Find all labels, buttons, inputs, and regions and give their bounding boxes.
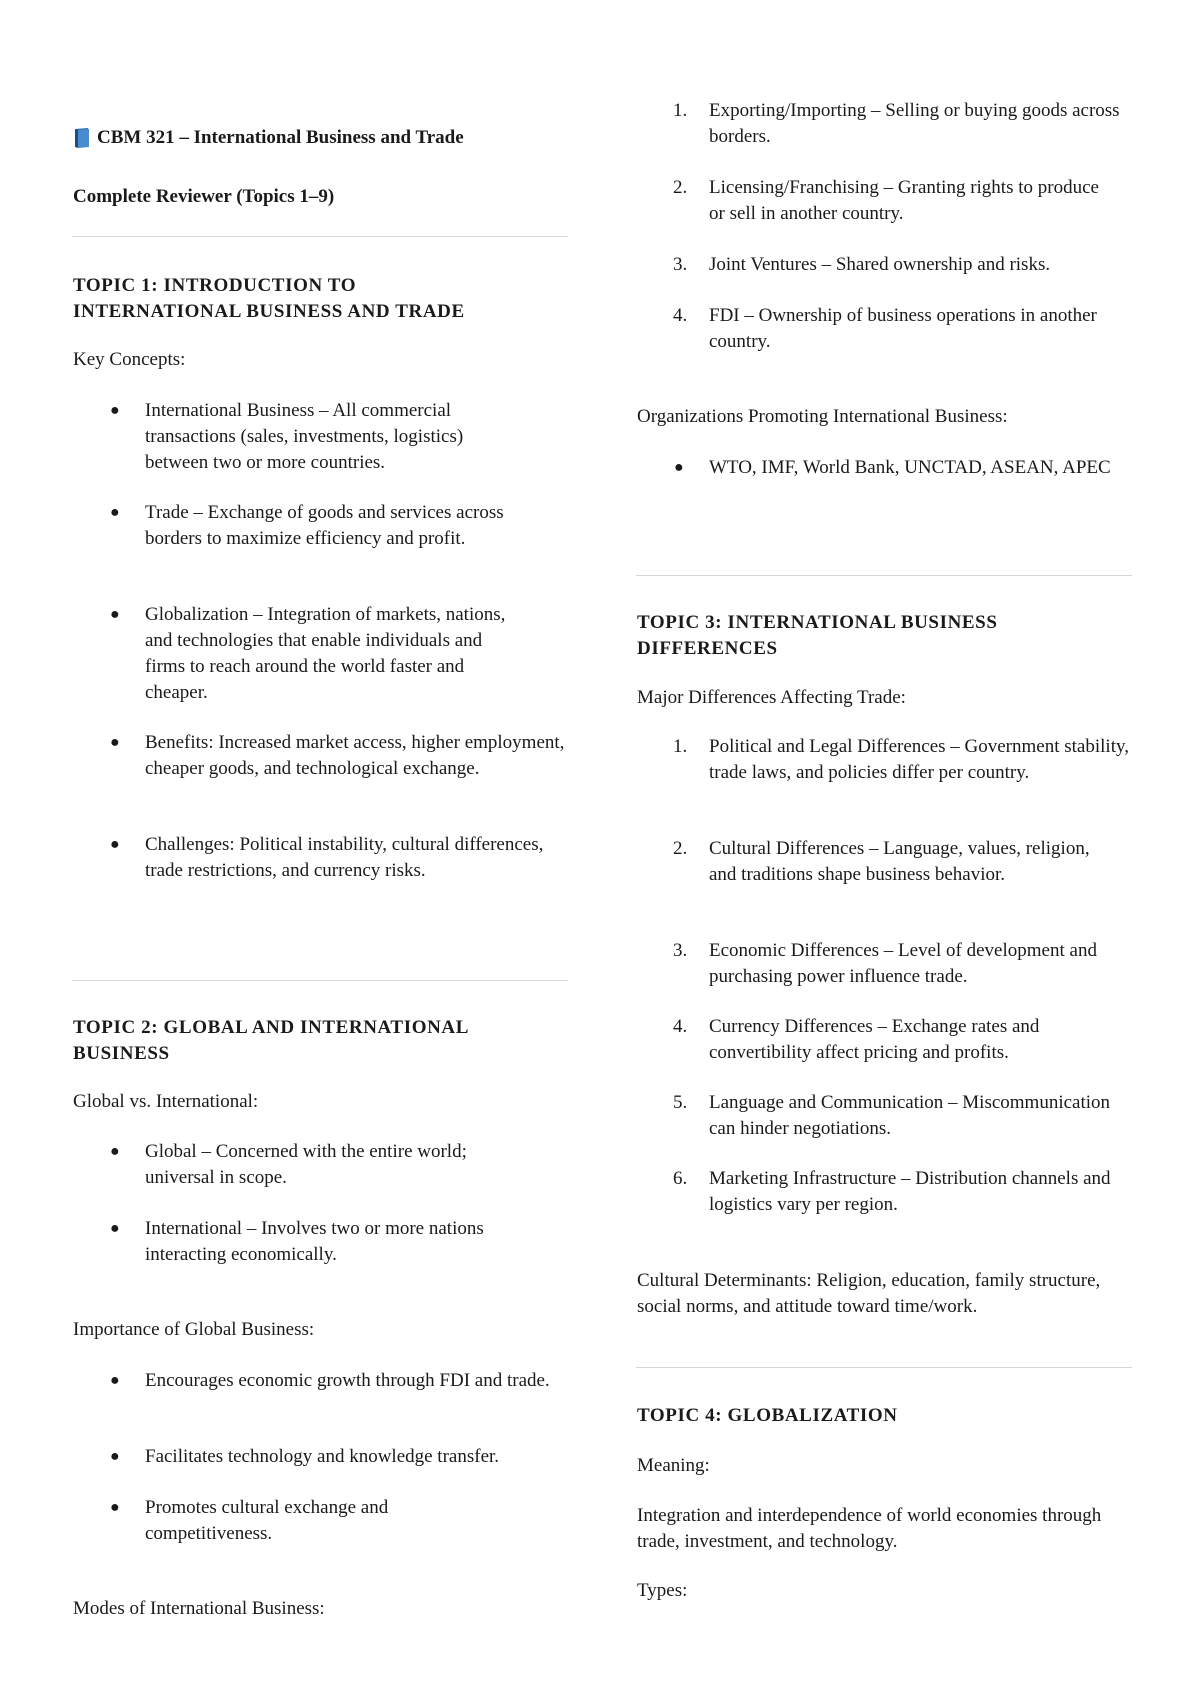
list-item-text: Global – Concerned with the entire world; universal in scope. bbox=[145, 1141, 467, 1188]
topic2-intro: Global vs. International: bbox=[73, 1091, 259, 1112]
topic2-importance-list bbox=[73, 1495, 567, 1547]
topic4-meaning-text: Integration and interdependence of world economies through trade, investment, and technology. bbox=[637, 1505, 1102, 1552]
document-title bbox=[73, 125, 464, 151]
list-item bbox=[637, 938, 1149, 990]
list-item bbox=[637, 734, 1139, 786]
list-item-text: Challenges: Political instability, cultural differences, trade restrictions, and currency risks. bbox=[145, 834, 544, 881]
list-item bbox=[637, 836, 1109, 888]
list-item-text: Economic Differences – Level of development and purchasing power influence trade. bbox=[709, 940, 1097, 987]
bullet-icon: ● bbox=[110, 1372, 120, 1389]
list-item bbox=[637, 303, 1119, 355]
list-number: 5. bbox=[673, 1092, 688, 1113]
list-item bbox=[637, 1014, 1139, 1066]
list-item-text: Joint Ventures – Shared ownership and risks. bbox=[709, 254, 1051, 275]
list-item-text: Encourages economic growth through FDI and trade. bbox=[145, 1370, 550, 1391]
list-item-text: FDI – Ownership of business operations in another country. bbox=[709, 305, 1097, 352]
modes-list bbox=[637, 303, 1131, 355]
list-item bbox=[73, 832, 545, 884]
topic2-importance-list bbox=[73, 1444, 567, 1470]
list-item-text: Licensing/Franchising – Granting rights to produce or sell in another country. bbox=[709, 177, 1099, 224]
list-number: 2. bbox=[673, 838, 688, 859]
topic1-heading bbox=[73, 273, 567, 325]
list-item-text: WTO, IMF, World Bank, UNCTAD, ASEAN, APEC bbox=[709, 457, 1111, 478]
list-number: 1. bbox=[673, 100, 688, 121]
topic1-heading-line2: INTERNATIONAL BUSINESS AND TRADE bbox=[73, 301, 465, 322]
topic1-heading-line1: TOPIC 1: INTRODUCTION TO bbox=[73, 275, 357, 296]
topic4-heading: TOPIC 4: GLOBALIZATION bbox=[637, 1405, 898, 1426]
bullet-icon: ● bbox=[110, 836, 120, 853]
list-item-text: Currency Differences – Exchange rates and convertibility affect pricing and profits. bbox=[709, 1016, 1040, 1063]
topic4-meaning-label: Meaning: bbox=[637, 1455, 710, 1476]
book-icon bbox=[73, 127, 91, 149]
topic2-heading-line2: BUSINESS bbox=[73, 1043, 170, 1064]
topic3-heading-line2: DIFFERENCES bbox=[637, 638, 778, 659]
list-item bbox=[73, 602, 515, 706]
topic3-list bbox=[637, 1090, 1131, 1142]
list-item bbox=[637, 175, 1119, 227]
topic2-list bbox=[73, 1139, 567, 1191]
document-subtitle: Complete Reviewer (Topics 1–9) bbox=[73, 186, 335, 207]
topic2-importance-intro: Importance of Global Business: bbox=[73, 1319, 315, 1340]
topic3-list bbox=[637, 1166, 1131, 1218]
topic3-determinants: Cultural Determinants: Religion, education, family structure, social norms, and attitude toward time/work. bbox=[637, 1270, 1101, 1317]
topic3-list bbox=[637, 938, 1131, 990]
list-number: 6. bbox=[673, 1168, 688, 1189]
bullet-icon: ● bbox=[110, 504, 120, 521]
topic1-list bbox=[73, 500, 567, 552]
list-number: 1. bbox=[673, 736, 688, 757]
bullet-icon: ● bbox=[110, 1220, 120, 1237]
topic1-list bbox=[73, 398, 567, 476]
topic3-list bbox=[637, 836, 1131, 888]
list-item-text: Benefits: Increased market access, higher employment, cheaper goods, and technological exchange. bbox=[145, 732, 565, 779]
list-item bbox=[73, 398, 494, 476]
modes-list bbox=[637, 252, 1131, 278]
document-title-text: CBM 321 – International Business and Trade bbox=[97, 127, 464, 148]
list-item-text: Trade – Exchange of goods and services across borders to maximize efficiency and profit. bbox=[145, 502, 504, 549]
list-item-text: Marketing Infrastructure – Distribution channels and logistics vary per region. bbox=[709, 1168, 1111, 1215]
topic1-list bbox=[73, 602, 567, 706]
topic2-heading bbox=[73, 1015, 567, 1067]
bullet-icon: ● bbox=[110, 1448, 120, 1465]
topic4-types-label: Types: bbox=[637, 1580, 688, 1601]
topic1-list bbox=[73, 832, 567, 884]
topic2-list bbox=[73, 1216, 567, 1268]
list-item bbox=[73, 1444, 595, 1470]
list-item-text: Exporting/Importing – Selling or buying goods across borders. bbox=[709, 100, 1120, 147]
list-item bbox=[637, 98, 1131, 150]
list-item bbox=[73, 1495, 495, 1547]
topic2-orgs-list bbox=[637, 455, 1131, 481]
topic3-intro: Major Differences Affecting Trade: bbox=[637, 687, 906, 708]
list-item bbox=[637, 1090, 1129, 1142]
list-item-text: Political and Legal Differences – Government stability, trade laws, and policies differ per country. bbox=[709, 736, 1129, 783]
bullet-icon: ● bbox=[110, 1143, 120, 1160]
list-item-text: International – Involves two or more nations interacting economically. bbox=[145, 1218, 484, 1265]
divider bbox=[72, 980, 568, 981]
bullet-icon: ● bbox=[110, 734, 120, 751]
list-item bbox=[637, 252, 1169, 278]
modes-list bbox=[637, 98, 1131, 150]
list-item-text: Promotes cultural exchange and competitiveness. bbox=[145, 1497, 389, 1544]
topic3-list bbox=[637, 1014, 1131, 1066]
list-item bbox=[637, 1166, 1129, 1218]
list-item-text: International Business – All commercial transactions (sales, investments, logistics) between two or more countries. bbox=[145, 400, 464, 473]
bullet-icon: ● bbox=[110, 606, 120, 623]
list-item-text: Facilitates technology and knowledge transfer. bbox=[145, 1446, 500, 1467]
list-item bbox=[73, 730, 577, 782]
topic1-list bbox=[73, 730, 567, 782]
divider bbox=[636, 1367, 1132, 1368]
bullet-icon: ● bbox=[110, 402, 120, 419]
topic3-heading bbox=[637, 610, 1131, 662]
topic2-modes-intro: Modes of International Business: bbox=[73, 1598, 325, 1619]
list-number: 3. bbox=[673, 940, 688, 961]
list-number: 4. bbox=[673, 1016, 688, 1037]
list-item-text: Globalization – Integration of markets, nations, and technologies that enable individuals and firms to reach around the world faster and cheaper. bbox=[145, 604, 506, 703]
list-item bbox=[73, 500, 505, 552]
list-number: 2. bbox=[673, 177, 688, 198]
list-item bbox=[73, 1216, 555, 1268]
bullet-icon: ● bbox=[674, 459, 684, 476]
list-item bbox=[73, 1368, 577, 1394]
divider bbox=[636, 575, 1132, 576]
list-number: 3. bbox=[673, 254, 688, 275]
topic3-heading-line1: TOPIC 3: INTERNATIONAL BUSINESS bbox=[637, 612, 998, 633]
topic3-list bbox=[637, 734, 1131, 786]
topic2-importance-list bbox=[73, 1368, 567, 1394]
divider bbox=[72, 236, 568, 237]
topic2-heading-line1: TOPIC 2: GLOBAL AND INTERNATIONAL bbox=[73, 1017, 469, 1038]
list-item bbox=[73, 1139, 525, 1191]
list-item-text: Language and Communication – Miscommunication can hinder negotiations. bbox=[709, 1092, 1111, 1139]
topic1-intro: Key Concepts: bbox=[73, 349, 186, 370]
list-number: 4. bbox=[673, 305, 688, 326]
topic2-orgs-intro: Organizations Promoting International Business: bbox=[637, 406, 1008, 427]
bullet-icon: ● bbox=[110, 1499, 120, 1516]
list-item-text: Cultural Differences – Language, values, religion, and traditions shape business behavior. bbox=[709, 838, 1090, 885]
modes-list bbox=[637, 175, 1131, 227]
list-item bbox=[637, 455, 1139, 481]
